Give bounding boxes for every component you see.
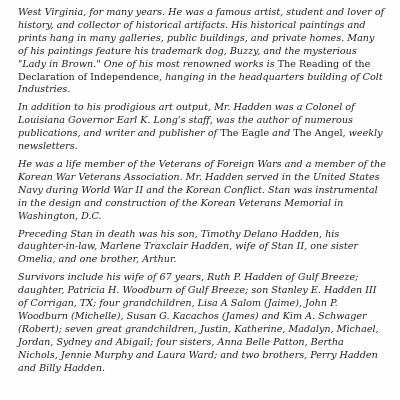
paragraph — [18, 7, 386, 97]
paragraph — [18, 229, 386, 268]
paragraph-text: and — [269, 128, 294, 140]
paragraph — [18, 159, 386, 224]
paragraph-text: Preceding Stan in death was his son, Timothy Delano Hadden, his daughter-in-law, Marlene Traxclair Hadden, wife of Stan II, one sister Omelia, and one brother, Arthur. — [18, 228, 358, 266]
work-title: The Angel, — [293, 128, 346, 140]
paragraph — [18, 102, 386, 154]
paragraph-text: In addition to his prodigious art output, Mr. Hadden was a Colonel of Louisiana Governor Earl K. Long's staff, was the author of numerous publications, and writer and publisher of — [18, 102, 355, 140]
work-title: The Reading of the Declaration of Independence, — [18, 58, 371, 83]
paragraph-text: weekly newsletters. — [18, 128, 383, 153]
paragraph-text: He was a life member of the Veterans of Foreign Wars and a member of the Korean War Veterans Association. Mr. Hadden served in the United States Navy during World War II and the Korean Conflict. Stan was instrumental in the design and construction of the Korean Veterans Memorial in Washington, D.C. — [18, 158, 386, 222]
cut-off-top-line — [18, 0, 386, 7]
paragraph-text: West Virginia, for many years. He was a famous artist, student and lover of history, and collector of historical artifacts. His historical paintings and prints hang in many galleries, public buildings, and private homes. Many of his paintings feature his trademark dog, Buzzy, and the mysterious "Lady in Brown." One of his most renowned works is — [18, 7, 385, 70]
paragraph-text: hanging in the headquarters building of Colt Industries. — [18, 71, 383, 96]
work-title: The Eagle — [220, 128, 270, 140]
paragraph — [18, 272, 386, 375]
obituary-body — [18, 7, 386, 375]
paragraph-text: Survivors include his wife of 67 years, Ruth P. Hadden of Gulf Breeze; daughter, Patricia H. Woodburn of Gulf Breeze; son Stanley E. Hadden III of Corrigan, TX; four grandchildren, Lisa A Salom (Jaime), John P. Woodburn (Michelle), Susan G. Kacachos (James) and Kim A. Schwager (Robert); seven great grandchildren, Justin, Katherine, Madalyn, Michael, Jordan, Sydney and Abigail; four sisters, Anna Belle Patton, Bertha Nichols, Jennie Murphy and Laura Ward; and two brothers, Perry Hadden and Billy Hadden. — [18, 272, 379, 374]
